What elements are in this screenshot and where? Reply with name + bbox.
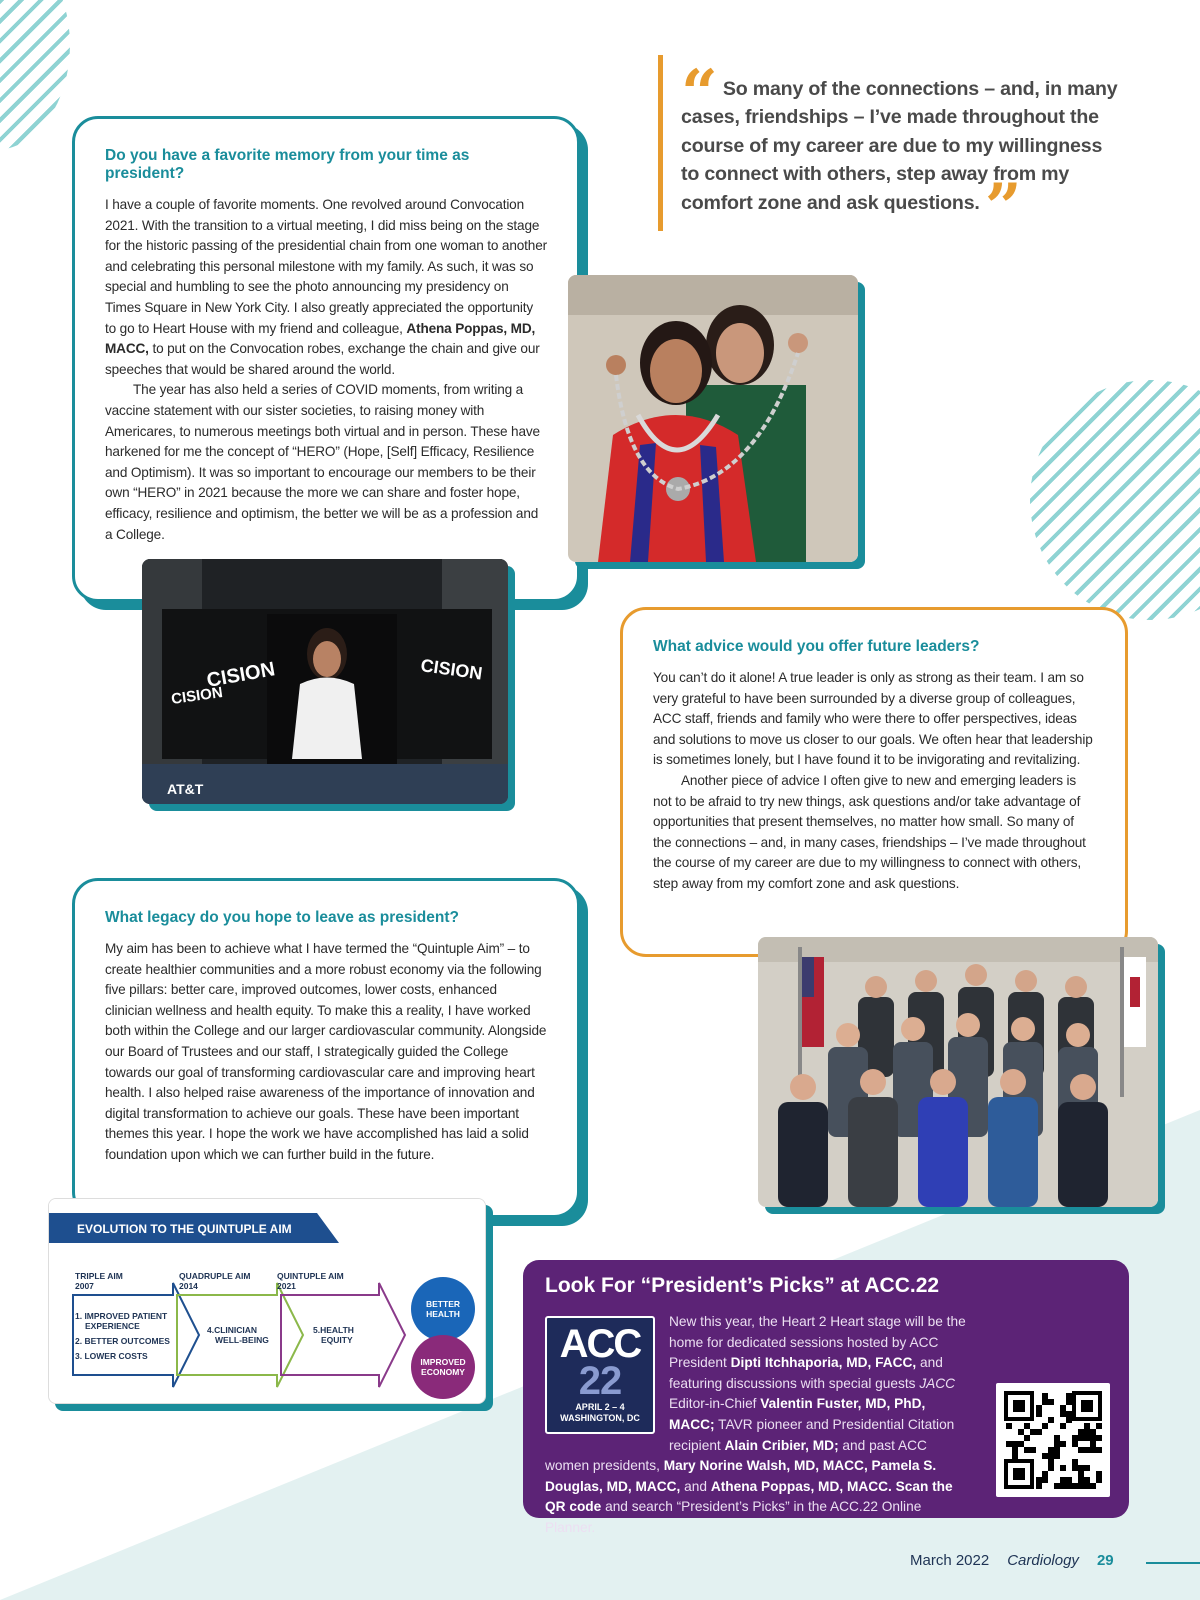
- item5-line2: EQUITY: [321, 1335, 353, 1345]
- open-quote-icon: “: [681, 56, 718, 131]
- footer-date: March 2022: [910, 1552, 990, 1569]
- memory-paragraph-1: I have a couple of favorite moments. One revolved around Convocation 2021. With the transition to a virtual meeting, I did miss being on the stage for the historic passing of the presidential chain from one woman to another and celebrating this personal milestone with my family. As such, it was so special and humbling to see the photo announcing my presidency on Times Square in New York City. I also greatly appreciated the opportunity to go to Heart House with my friend and colleague, Athena Poppas, MD, MACC, to put on the Convocation robes, exchange the chain and give our speeches that would be shared around the world.: [105, 197, 547, 377]
- stage1-label: TRIPLE AIM: [75, 1271, 123, 1281]
- footer-rule: [1146, 1562, 1200, 1564]
- memory-heading: Do you have a favorite memory from your time as president?: [105, 147, 470, 182]
- stage3-year: 2021: [277, 1281, 296, 1291]
- acc-logo-word: ACC: [559, 1322, 641, 1366]
- item4-line1: 4.CLINICIAN: [207, 1325, 258, 1335]
- sign-text-left: CISION: [170, 683, 224, 708]
- acc-logo-city: WASHINGTON, DC: [560, 1413, 640, 1423]
- circle1-line1: BETTER: [426, 1299, 460, 1309]
- memory-card: [72, 116, 580, 602]
- acc22-logo: [545, 1316, 655, 1434]
- item1-line2: EXPERIENCE: [85, 1321, 140, 1331]
- memory-paragraph-2: The year has also held a series of COVID moments, from writing a vaccine statement with our sister societies, to raising money with Americares, to numerous meetings both virtual and in person. These have harkened for me the concept of “HERO” (Hope, [Self] Efficacy, Resilience and Optimism). It was so important to encourage our members to be their own “HERO” in 2021 because the more we can share and foster hope, efficacy, resilience and optimism, the better we will be as a profession and a College.: [105, 382, 540, 542]
- item1-line1: 1. IMPROVED PATIENT: [75, 1311, 168, 1321]
- circle2-line1: IMPROVED: [420, 1357, 466, 1367]
- footer-page-number: 29: [1096, 1552, 1114, 1569]
- legacy-heading: What legacy do you hope to leave as president?: [105, 909, 459, 926]
- item5-line1: 5.HEALTH: [313, 1325, 354, 1335]
- diagram-title: EVOLUTION TO THE QUINTUPLE AIM: [77, 1222, 292, 1236]
- sign-text-center: CISION: [205, 658, 277, 692]
- promo-text: ACC 22 APRIL 2 – 4 WASHINGTON, DC New this year, the Heart 2 Heart stage will be the home for dedicated sessions hosted by ACC President Dipti Itchhaporia, MD, FACC, and featuring discussions with special guests JACC Editor-in-Chief Valentin Fuster, MD, PhD, MACC; TAVR pioneer and Presidential Citation recipient Alain Cribier, MD; and past ACC women presidents, Mary Norine Walsh, MD, MACC, Pamela S. Douglas, MD, MACC, and Athena Poppas, MD, MACC. Scan the QR code and search “President’s Picks” in the ACC.22 Online Planner.: [545, 1314, 966, 1535]
- acc-logo-dates: APRIL 2 – 4: [575, 1402, 625, 1412]
- stage2-year: 2014: [179, 1281, 198, 1291]
- advice-paragraph-2: Another piece of advice I often give to new and emerging leaders is not to be afraid to try new things, ask questions and/or take advantage of opportunities that present themselves, no matter how small. So many of the connections – and, in many cases, friendships – I’ve made throughout the course of my career are due to my willingness to connect with others, step away from my comfort zone and ask questions.: [653, 772, 1086, 891]
- pull-quote-text: So many of the connections – and, in many cases, friendships – I’ve made throughout the course of my career are due to my willingness to connect with others, step away from my comfort zone and ask questions.: [681, 78, 1118, 214]
- stage1-year: 2007: [75, 1281, 94, 1291]
- advice-paragraph-1: You can’t do it alone! A true leader is only as strong as their team. I am so very grateful to have been surrounded by a diverse group of colleagues, ACC staff, friends and family who were there to offer perspectives, ideas and solutions to move us closer to our goals. We often hear that leadership is sometimes lonely, but I have found it to be invigorating and revitalizing.: [653, 670, 1093, 768]
- page-footer: [910, 1552, 1114, 1569]
- pull-quote: [658, 55, 1118, 245]
- sign-text-right: CISION: [419, 655, 484, 684]
- item2: 2. BETTER OUTCOMES: [75, 1336, 170, 1346]
- item4-line2: WELL-BEING: [215, 1335, 269, 1345]
- qr-code[interactable]: [996, 1383, 1110, 1497]
- store-sign-text: AT&T: [167, 781, 204, 797]
- legacy-card: [72, 878, 580, 1218]
- advice-card: [620, 607, 1128, 957]
- promo-title: Look For “President’s Picks” at ACC.22: [545, 1274, 940, 1297]
- quintuple-aim-diagram: [48, 1198, 486, 1404]
- circle1-line2: HEALTH: [426, 1309, 460, 1319]
- close-quote-icon: ”: [984, 169, 1022, 245]
- advice-heading: What advice would you offer future leaders?: [653, 638, 980, 655]
- acc-logo-number: 22: [578, 1359, 622, 1403]
- item3: 3. LOWER COSTS: [75, 1351, 148, 1361]
- circle2-line2: ECONOMY: [421, 1367, 465, 1377]
- board-group-photo: [758, 937, 1158, 1207]
- legacy-paragraph: My aim has been to achieve what I have termed the “Quintuple Aim” – to create healthier communities and a more robust economy via the following five pillars: better care, improved outcomes, lower costs, enhanced clinician wellness and health equity. To make this a reality, I have worked both within the College and our larger cardiovascular community. Alongside our Board of Trustees and our staff, I strategically guided the College towards our goal of transforming cardiovascular care and improving heart health. I also helped raise awareness of the importance of innovation and digital transformation to achieve our goals. These have been important themes this year. I hope the work we have accomplished has laid a solid foundation upon which we can further build in the future.: [105, 941, 547, 1162]
- stage2-label: QUADRUPLE AIM: [179, 1271, 251, 1281]
- stage3-label: QUINTUPLE AIM: [277, 1271, 344, 1281]
- convocation-robes-photo: [568, 275, 858, 562]
- times-square-photo: [142, 559, 508, 804]
- footer-magazine: Cardiology: [1007, 1552, 1079, 1569]
